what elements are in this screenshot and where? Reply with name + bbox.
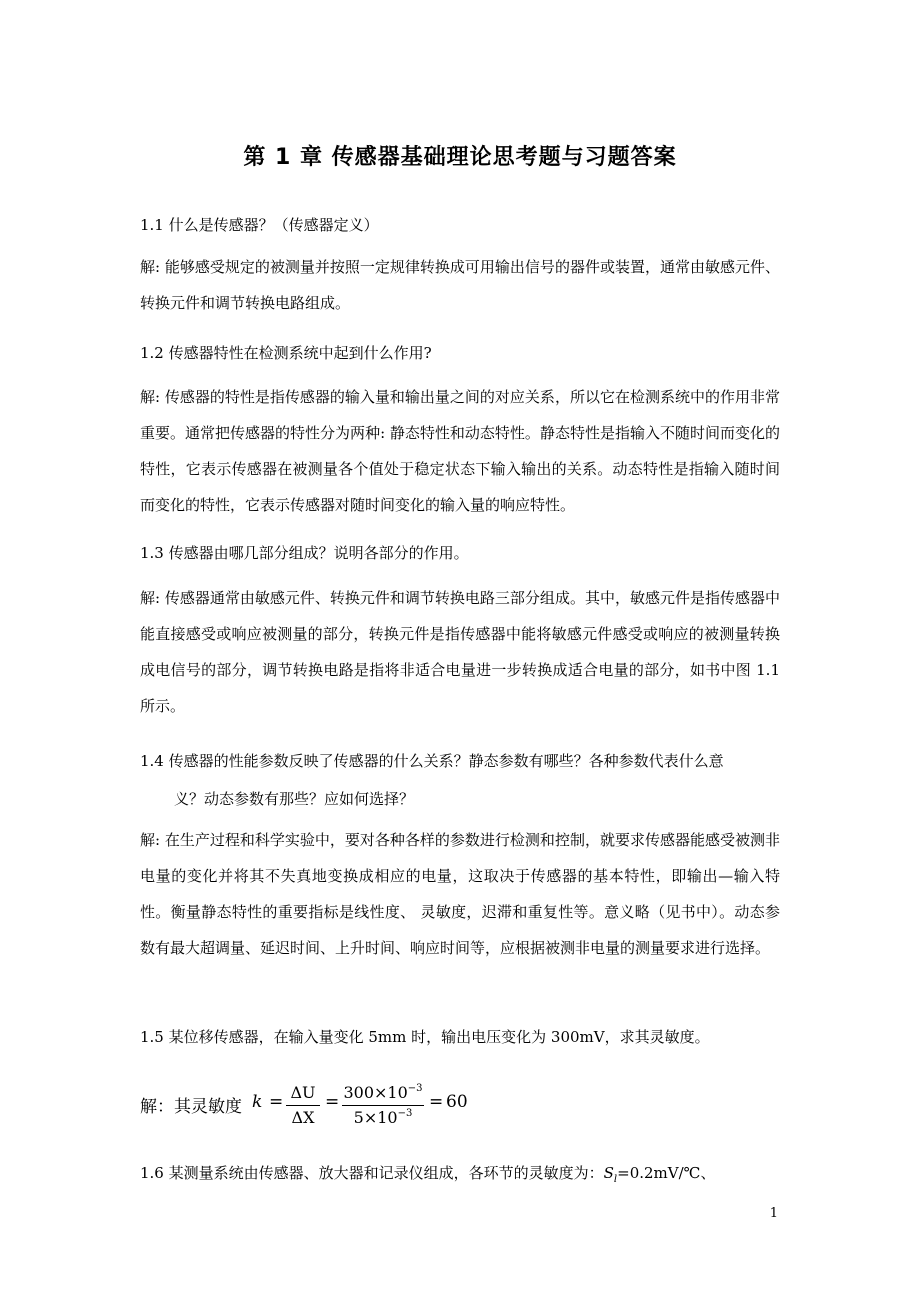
formula-fraction-2 [342, 1082, 424, 1129]
question-1-4-line2: 义？动态参数有那些？应如何选择？ [174, 790, 415, 808]
fraction-1-bar [286, 1105, 320, 1106]
fraction-2-denominator [342, 1107, 424, 1129]
sensitivity-value: =0.2mV/℃、 [617, 1164, 716, 1182]
fraction-1-denominator: ΔX [291, 1108, 315, 1127]
question-1-6-text: 1.6 某测量系统由传感器、放大器和记录仪组成，各环节的灵敏度为： [140, 1164, 604, 1182]
answer-1-3: 解: 传感器通常由敏感元件、转换元件和调节转换电路三部分组成。其中，敏感元件是指传感器中能直接感受或响应被测量的部分，转换元件是指传感器中能将敏感元件感受或响应的被测量转换成电信号的部分，调节转换电路是指将非适合电量进一步转换成适合电量的部分，如书中图 1.1 所示。 [140, 589, 780, 715]
formula-fraction-1 [286, 1082, 320, 1129]
formula-result: 60 [446, 1092, 468, 1112]
answer-1-2: 解: 传感器的特性是指传感器的输入量和输出量之间的对应关系，所以它在检测系统中的作用非常重要。通常把传感器的特性分为两种: 静态特性和动态特性。静态特性是指输入不随时间而变化的特性，它表示传感器在被测量各个值处于稳定状态下输入输出的关系。动态特性是指输入随时间而变化的特性，它表示传感器对随时间变化的输入量的响应特性。 [140, 388, 780, 514]
fraction-2-bar [342, 1105, 424, 1106]
numerator-base: 300×10 [343, 1083, 408, 1102]
denominator-exponent: −3 [397, 1108, 413, 1119]
numerator-exponent: −3 [407, 1083, 423, 1094]
question-1-4 [140, 742, 780, 818]
question-1-4-line1: 1.4 传感器的性能参数反映了传感器的什么关系？静态参数有哪些？各种参数代表什么意 [140, 752, 724, 770]
denominator-base: 5×10 [353, 1108, 398, 1127]
answer-1-1: 解: 能够感受规定的被测量并按照一定规律转换成可用输出信号的器件或装置，通常由敏感元件、转换元件和调节转换电路组成。 [140, 258, 780, 312]
question-1-1: 1.1 什么是传感器？（传感器定义） [140, 216, 379, 234]
formula-equals-1: = [269, 1092, 284, 1112]
formula-variable: k [252, 1092, 263, 1112]
formula-equals-2: = [325, 1092, 340, 1112]
formula-equals-3: = [429, 1092, 444, 1112]
sensitivity-subscript: l [613, 1174, 618, 1185]
sensitivity-symbol: S [603, 1164, 614, 1182]
fraction-1-numerator: ΔU [290, 1083, 316, 1102]
question-1-2: 1.2 传感器特性在检测系统中起到什么作用? [140, 344, 432, 362]
page-number: 1 [769, 1206, 778, 1221]
page-title: 第 1 章 传感器基础理论思考题与习题答案 [243, 145, 677, 170]
question-1-3: 1.3 传感器由哪几部分组成？说明各部分的作用。 [140, 544, 469, 562]
question-1-5: 1.5 某位移传感器，在输入量变化 5mm 时，输出电压变化为 300mV，求其灵敏度。 [140, 1028, 710, 1046]
fraction-2-numerator [342, 1082, 424, 1104]
question-1-6 [140, 1154, 780, 1199]
answer-1-4: 解: 在生产过程和科学实验中，要对各种各样的参数进行检测和控制，就要求传感器能感受被测非电量的变化并将其不失真地变换成相应的电量，这取决于传感器的基本特性，即输出—输入特性。衡量静态特性的重要指标是线性度、 灵敏度，迟滞和重复性等。意义略（见书中）。动态参数有最大超调量、延迟时间、上升时间、响应时间等，应根据被测非电量的测量要求进行选择。 [140, 831, 780, 957]
formula-label: 解：其灵敏度 [140, 1097, 242, 1117]
